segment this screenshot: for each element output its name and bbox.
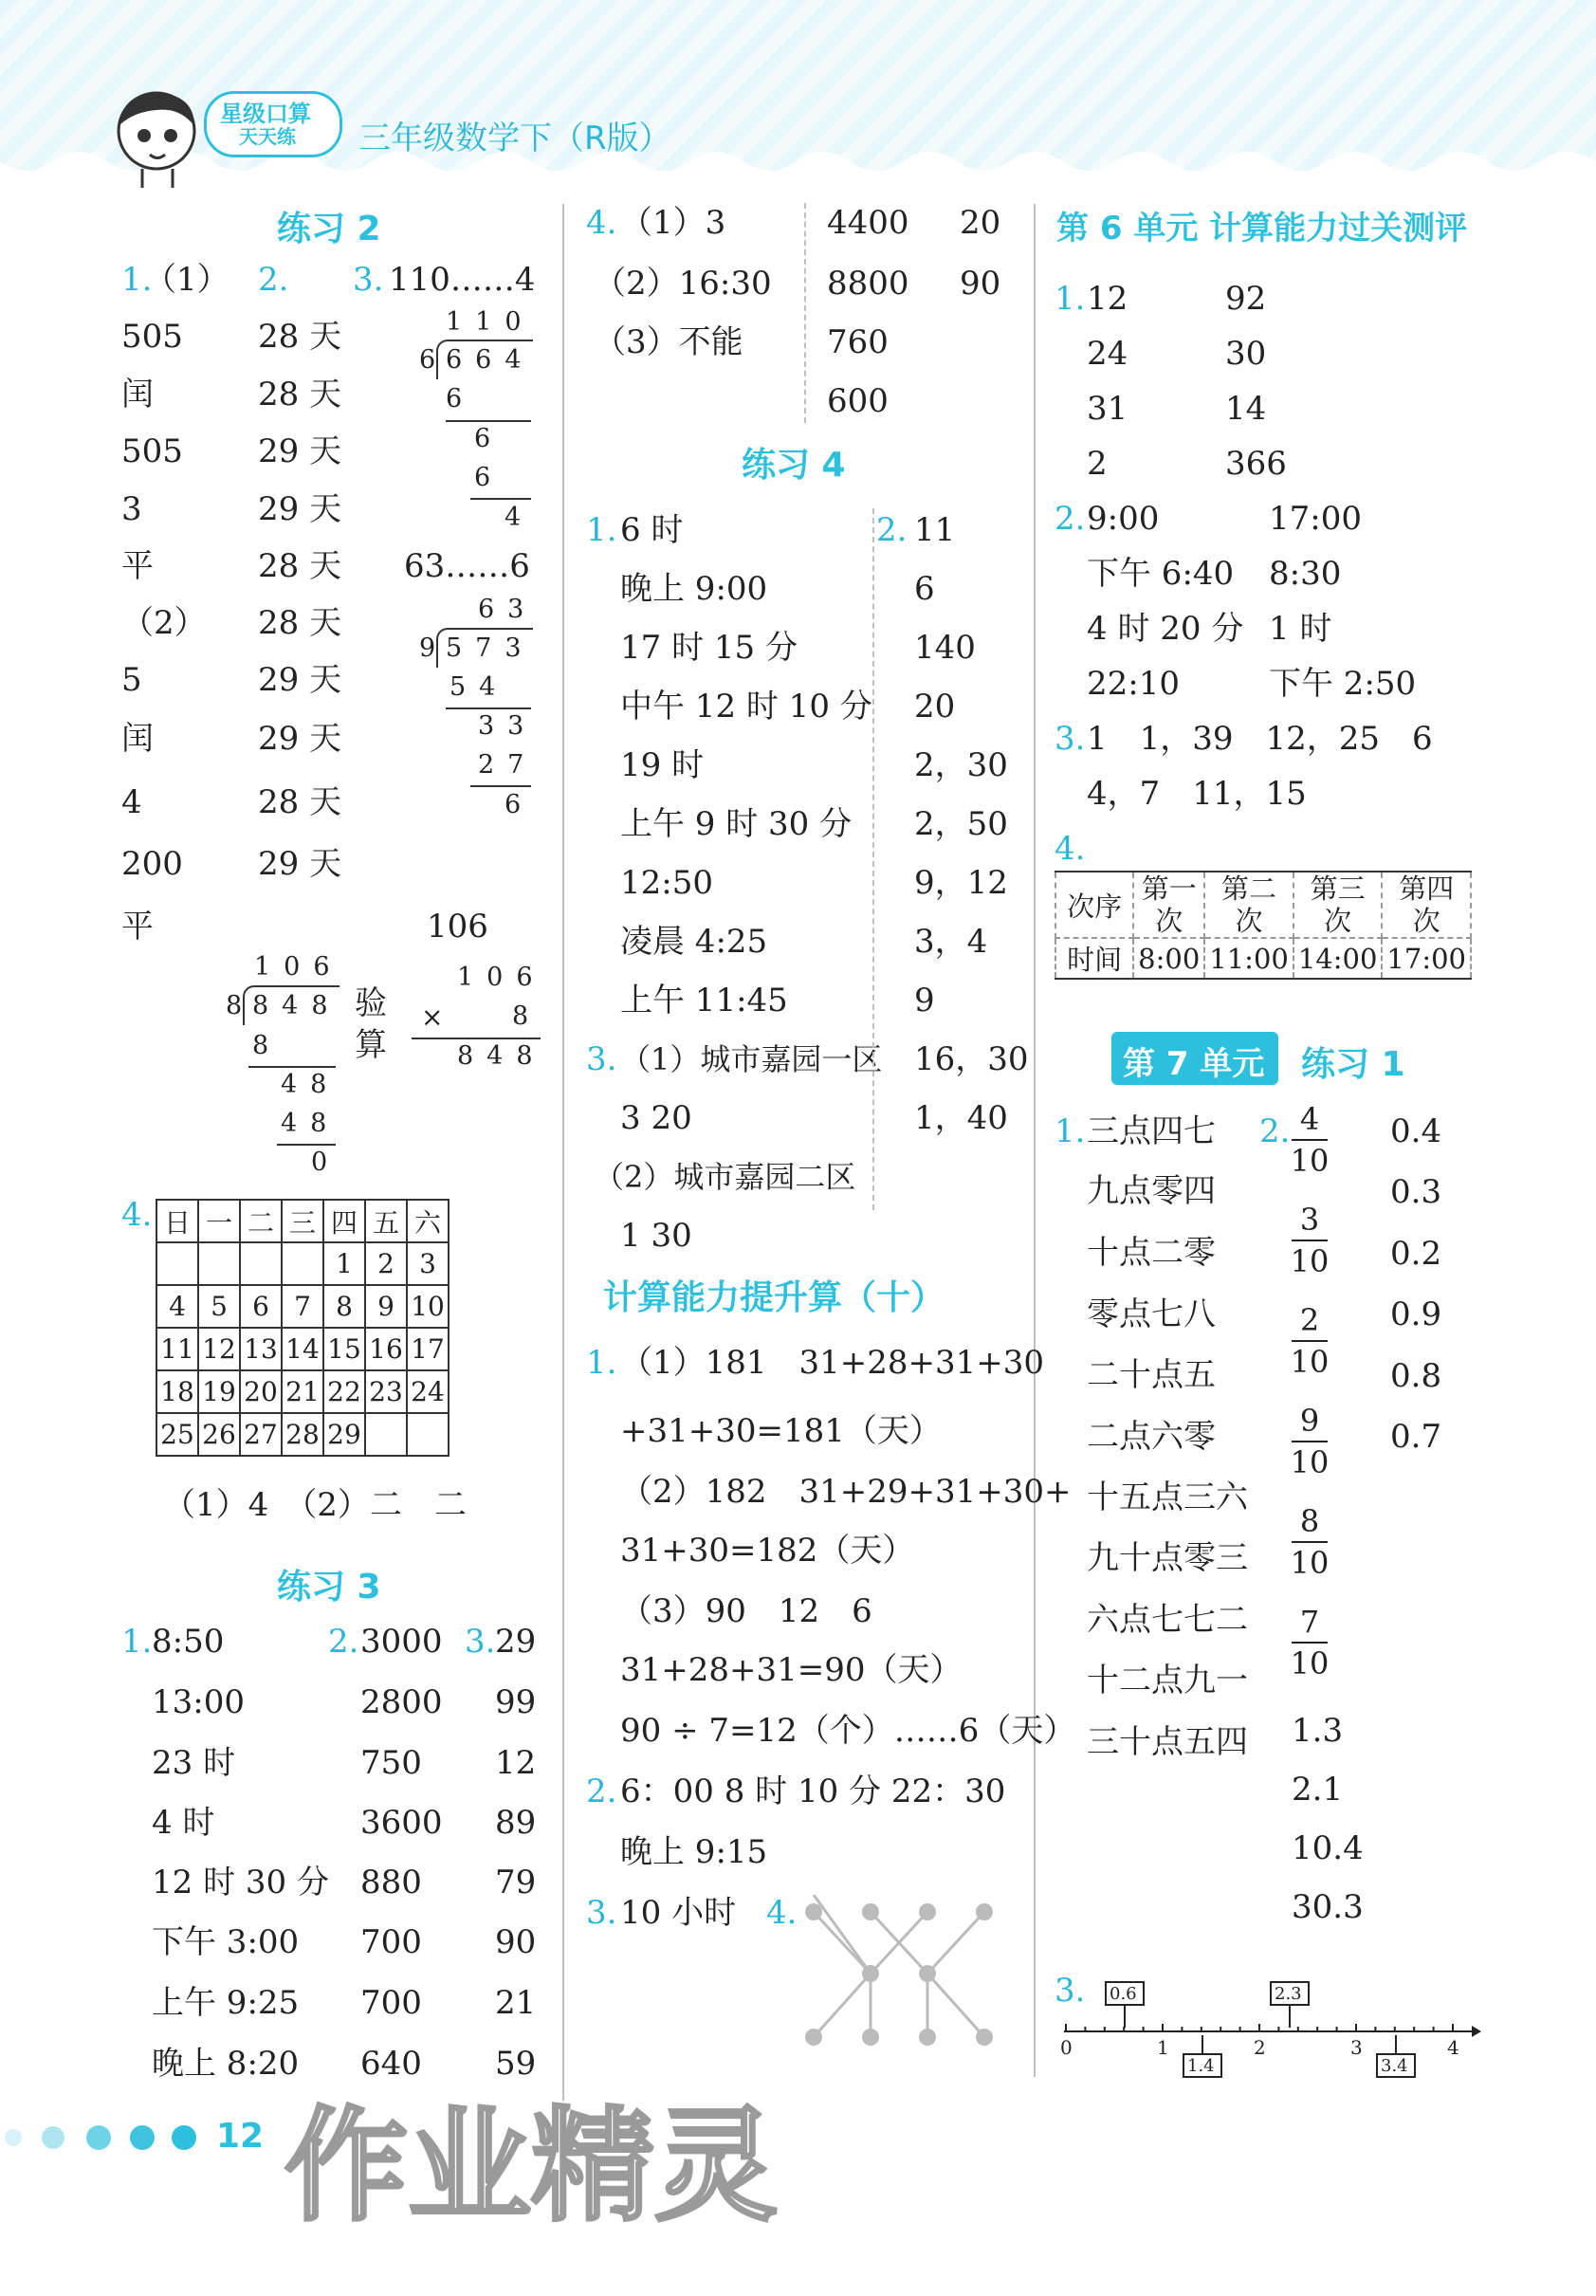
answer-cell: 21	[495, 1984, 537, 2022]
decimal-answer: 30.3	[1292, 1888, 1364, 1926]
number-line-value: 0.6	[1110, 1984, 1137, 2004]
q2-number: 2.	[328, 1623, 359, 1661]
answer-cell: 1，40	[914, 1099, 1008, 1137]
brand-subtitle: 天天练	[239, 125, 296, 148]
answer-cell: 29	[495, 1623, 537, 1661]
table-header	[1133, 872, 1204, 938]
division-line	[277, 1144, 336, 1146]
calendar-cell	[282, 1242, 323, 1285]
answer-cell: 760	[827, 323, 889, 361]
answer-cell: 880	[360, 1864, 422, 1901]
division-step: 48	[281, 1070, 340, 1099]
answer-line: 17 时 15 分	[620, 629, 798, 667]
answer-cell: 31	[1087, 390, 1128, 428]
answer-word: 九十点零三	[1087, 1539, 1248, 1577]
decimal-answer: 10.4	[1292, 1829, 1364, 1867]
q1-number: 1.	[1055, 280, 1086, 318]
calendar-head: 日	[156, 1200, 198, 1242]
calendar-head: 六	[407, 1200, 449, 1242]
q3-answer: 110……4	[389, 261, 536, 299]
answer-cell: 700	[360, 1984, 422, 2022]
fraction-numerator: 3	[1299, 1202, 1320, 1238]
fraction-numerator: 9	[1299, 1403, 1320, 1439]
answer-cell: 4400	[827, 204, 909, 242]
answer-cell: 29 天	[258, 490, 342, 528]
answer-cell: 8:30	[1269, 555, 1342, 593]
calendar-cell: 17	[407, 1328, 449, 1370]
answer-line: 上午 9 时 30 分	[620, 805, 853, 843]
answer-line: 3 20	[620, 1099, 692, 1137]
q2-number: 2.	[258, 261, 289, 299]
division-step: 6	[474, 424, 504, 453]
answer-cell: 3，4	[914, 923, 988, 961]
calendar-cell: 22	[323, 1370, 365, 1413]
table-row-label: 时间	[1055, 938, 1133, 979]
answer-word: 三十点五四	[1087, 1723, 1248, 1761]
multiply-result: 848	[457, 1041, 546, 1071]
calendar-cell: 24	[407, 1370, 449, 1413]
q4-number: 4.	[586, 204, 617, 242]
decimal-answer: 0.3	[1390, 1173, 1442, 1211]
answer-cell: 6	[914, 570, 935, 608]
calendar-cell: 13	[240, 1328, 282, 1370]
multiply-factor: 8	[512, 1001, 542, 1031]
answer-line: 中午 12 时 10 分	[620, 688, 872, 726]
answer-cell: 59	[495, 2045, 537, 2083]
q1-number: 1.	[121, 261, 153, 299]
answer-cell: 2	[1087, 445, 1108, 483]
answer-line: （2）16:30	[594, 265, 772, 303]
table-cell: 17:00	[1382, 938, 1471, 979]
decimal-answer: 0.9	[1390, 1295, 1442, 1333]
brand-name: 星级口算	[220, 101, 311, 127]
number-line-value: 3.4	[1381, 2056, 1408, 2076]
table-cell: 11:00	[1204, 938, 1293, 979]
table-header-line: 次	[1235, 905, 1263, 937]
decimal-answer: 0.2	[1390, 1235, 1442, 1273]
table-header	[1382, 872, 1471, 938]
table-header	[1204, 872, 1293, 938]
answer-line: 1 1，39 12，25 6	[1087, 720, 1433, 758]
answer-line: （3）90 12 6	[620, 1592, 872, 1630]
answer-word: 九点零四	[1087, 1172, 1216, 1210]
calendar-cell	[407, 1413, 449, 1456]
answer-cell: 闰	[121, 376, 154, 413]
header-wave	[0, 152, 1596, 190]
calendar-cell: 15	[323, 1328, 365, 1370]
mascot-icon	[104, 83, 209, 190]
answer-cell: 8:50	[152, 1623, 225, 1661]
calendar-cell: 29	[323, 1413, 365, 1456]
answer-cell: 30	[1225, 335, 1267, 373]
fraction	[1288, 1402, 1331, 1481]
answer-word: 零点七八	[1087, 1295, 1216, 1333]
answer-cell: 29 天	[258, 720, 342, 758]
table-header-line: 次	[1324, 905, 1352, 937]
answer-line: （1）181 31+28+31+30	[620, 1344, 1045, 1382]
answer-word: 三点四七	[1087, 1112, 1216, 1150]
answer-cell: 平	[121, 547, 154, 585]
answer-line: 6：00 8 时 10 分 22：30	[620, 1773, 1006, 1810]
page-number: 12	[216, 2117, 265, 2156]
division-remainder: 6	[504, 790, 535, 819]
answer-cell: 5	[121, 661, 142, 699]
answer-cell: 9	[914, 982, 935, 1019]
page-header-title: 三年级数学下（R版）	[358, 119, 671, 157]
division-divisor: 8	[226, 991, 256, 1020]
exercise-4-title: 练习 4	[742, 446, 846, 485]
answer-cell: 4 时 20 分	[1087, 610, 1244, 648]
watermark: 作业精灵	[284, 2094, 779, 2238]
answer-line: 31+30=182（天）	[620, 1532, 915, 1570]
answer-cell: 2，50	[914, 805, 1008, 843]
calendar-cell: 1	[323, 1242, 365, 1285]
fraction-denominator: 10	[1290, 1243, 1330, 1279]
division-dividend: 573	[446, 634, 535, 663]
column-divider-2	[1034, 204, 1036, 2077]
answer-cell: 140	[914, 629, 976, 667]
q1-number: 1.	[586, 511, 617, 549]
answer-line: 上午 11:45	[620, 982, 788, 1019]
footer-dots	[0, 2121, 199, 2158]
q3-number: 3.	[353, 261, 384, 299]
answer-cell: 12	[1087, 280, 1128, 318]
answer-cell: 20	[960, 204, 1001, 242]
calendar-cell: 19	[198, 1370, 240, 1413]
calendar-cell: 16	[365, 1328, 407, 1370]
multiply-top: 106	[457, 963, 546, 992]
fraction-numerator: 2	[1299, 1302, 1320, 1338]
calendar-head: 五	[365, 1200, 407, 1242]
dashed-divider	[804, 203, 806, 423]
unit-7-badge: 第 7 单元	[1123, 1045, 1265, 1083]
division-line	[446, 707, 531, 709]
q2-number: 2.	[1055, 500, 1086, 538]
answer-line: 4，7 11，15	[1087, 775, 1307, 813]
q4-answer: （1）4 （2）二 二	[163, 1486, 467, 1524]
answer-cell: 12 时 30 分	[152, 1864, 329, 1901]
calc-practice-title: 计算能力提升算（十）	[603, 1278, 945, 1317]
answer-cell: 24	[1087, 335, 1128, 373]
calendar-cell: 8	[323, 1285, 365, 1328]
table-header-line: 第一	[1141, 872, 1197, 905]
calendar-cell: 23	[365, 1370, 407, 1413]
division-step: 54	[449, 672, 509, 702]
fraction-numerator: 7	[1299, 1604, 1320, 1640]
unit-6-title: 第 6 单元 计算能力过关测评	[1056, 210, 1468, 248]
division-step: 6	[474, 463, 504, 492]
calendar-cell: 28	[282, 1413, 323, 1456]
answer-word: 十二点九一	[1087, 1662, 1248, 1699]
table-header-line: 次	[1412, 905, 1440, 937]
answer-cell: 29 天	[258, 432, 342, 470]
fraction-denominator: 10	[1290, 1143, 1330, 1179]
answer-line: （1）3	[620, 204, 726, 242]
calendar-cell: 4	[156, 1285, 198, 1328]
calendar-cell	[365, 1413, 407, 1456]
fraction	[1288, 1201, 1331, 1280]
table-cell: 8:00	[1133, 938, 1204, 979]
table-header: 次序	[1055, 872, 1133, 938]
decimal-answer: 0.8	[1390, 1357, 1442, 1395]
answer-cell: 600	[827, 382, 889, 420]
number-line-value: 2.3	[1275, 1984, 1302, 2004]
answer-cell: 13:00	[152, 1683, 245, 1721]
answer-cell: 14	[1225, 390, 1267, 428]
calendar-cell: 21	[282, 1370, 323, 1413]
answer-line: （3）不能	[594, 323, 743, 361]
answer-cell: 3	[121, 490, 142, 528]
division-quotient: 63	[478, 595, 538, 624]
q1-number: 1.	[586, 1344, 617, 1382]
calendar-cell: 12	[198, 1328, 240, 1370]
answer-line: （2）城市嘉园二区	[594, 1159, 856, 1195]
calendar-cell: 27	[240, 1413, 282, 1456]
q3-number: 3.	[586, 1040, 617, 1078]
answer-cell: 9:00	[1087, 500, 1160, 538]
table-header-line: 次	[1155, 905, 1183, 937]
exercise-3-title: 练习 3	[277, 1568, 381, 1607]
answer-line: 6 时	[620, 511, 684, 549]
answer-cell: 79	[495, 1864, 537, 1901]
answer-cell: 3600	[360, 1804, 443, 1842]
q2-number: 2.	[1259, 1112, 1291, 1150]
exercise-1-title: 练习 1	[1301, 1045, 1405, 1084]
answer-cell: 下午 6:40	[1087, 555, 1235, 593]
answer-cell: 28 天	[258, 376, 342, 413]
answer-cell: 700	[360, 1923, 422, 1961]
number-line-label: 1	[1157, 2036, 1169, 2059]
q4-number: 4.	[766, 1894, 798, 1932]
answer-line: （1）城市嘉园一区	[620, 1041, 883, 1077]
answer-cell: 2800	[360, 1683, 443, 1721]
division-step: 33	[478, 711, 538, 741]
number-line-label: 0	[1060, 2036, 1073, 2059]
answer-cell: 89	[495, 1804, 537, 1842]
answer-cell: 闰	[121, 720, 154, 758]
answer-cell: 505	[121, 432, 183, 470]
calendar-cell: 9	[365, 1285, 407, 1328]
answer-word: 六点七七二	[1087, 1601, 1248, 1639]
answer-cell: 28 天	[258, 604, 342, 642]
calendar-head: 一	[198, 1200, 240, 1242]
answer-cell: 28 天	[258, 547, 342, 585]
fraction-denominator: 10	[1290, 1344, 1330, 1380]
calendar-table	[156, 1199, 449, 1457]
fraction	[1288, 1301, 1331, 1381]
arrow-right-icon	[1472, 2026, 1481, 2037]
calendar-cell: 3	[407, 1242, 449, 1285]
decimal-answer: 2.1	[1292, 1771, 1344, 1809]
calendar-cell	[156, 1242, 198, 1285]
answer-cell: 1 时	[1269, 610, 1332, 648]
decimal-answer: 0.4	[1390, 1112, 1442, 1150]
q2-number: 2.	[876, 511, 908, 549]
fraction-numerator: 8	[1299, 1503, 1320, 1539]
calendar-cell: 6	[240, 1285, 282, 1328]
answer-word: 二十点五	[1087, 1356, 1216, 1394]
answer-cell: 99	[495, 1683, 537, 1721]
matching-diagram	[797, 1895, 1005, 2066]
number-line-label: 4	[1447, 2036, 1459, 2059]
answer-cell: 4	[121, 783, 142, 821]
answer-cell: 28 天	[258, 783, 342, 821]
division-dividend: 664	[446, 345, 535, 375]
table-header	[1293, 872, 1383, 938]
q2-number: 2.	[586, 1773, 617, 1810]
answer-word: 十五点三六	[1087, 1479, 1248, 1516]
exercise-2-title: 练习 2	[277, 210, 381, 248]
division-step: 8	[252, 1031, 283, 1060]
calendar-cell: 20	[240, 1370, 282, 1413]
division-quotient: 106	[254, 952, 343, 982]
division-remainder: 4	[504, 503, 535, 532]
answer-line: 31+28+31=90（天）	[620, 1651, 963, 1689]
fraction	[1288, 1100, 1331, 1180]
division-dividend: 848	[252, 991, 341, 1020]
answer-cell: 平	[121, 908, 154, 946]
answer-cell: 2，30	[914, 746, 1008, 784]
q4-number: 4.	[1055, 830, 1086, 868]
column-divider-1	[562, 204, 564, 2101]
calendar-cell: 10	[407, 1285, 449, 1328]
calendar-cell	[198, 1242, 240, 1285]
answer-cell: 22:10	[1087, 665, 1180, 703]
division-remainder: 0	[311, 1148, 341, 1177]
calendar-cell: 18	[156, 1370, 198, 1413]
dashed-divider	[872, 508, 874, 1210]
calendar-cell: 7	[282, 1285, 323, 1328]
answer-line: +31+30=181（天）	[620, 1412, 942, 1450]
answer-cell: 200	[121, 845, 183, 883]
answer-cell: 20	[914, 688, 956, 726]
fraction	[1288, 1502, 1331, 1582]
calendar-cell: 11	[156, 1328, 198, 1370]
decimal-answer: 0.7	[1390, 1418, 1442, 1456]
answer-cell: 90	[960, 265, 1001, 303]
answer-cell: （2）	[121, 604, 207, 642]
check-label: 验算	[355, 984, 387, 1064]
calendar-cell	[240, 1242, 282, 1285]
answer-cell: 640	[360, 2045, 422, 2083]
answer-cell: 下午 2:50	[1269, 665, 1417, 703]
number-line	[1055, 1978, 1481, 2079]
calendar-cell: 14	[282, 1328, 323, 1370]
answer-line: 19 时	[620, 746, 705, 784]
q4-number: 4.	[121, 1196, 153, 1234]
multiply-line	[412, 1038, 541, 1039]
answer-cell: 3000	[360, 1623, 443, 1661]
q3-third-answer: 106	[427, 908, 488, 946]
answer-cell: 下午 3:00	[152, 1923, 300, 1961]
q1-number: 1.	[121, 1623, 153, 1661]
answer-cell: 12	[495, 1744, 537, 1782]
division-step: 48	[281, 1109, 340, 1138]
answer-cell: 9，12	[914, 864, 1008, 902]
calendar-cell: 2	[365, 1242, 407, 1285]
division-step: 6	[446, 384, 476, 413]
division-quotient: 110	[446, 307, 535, 337]
answer-cell: 505	[121, 318, 183, 356]
answer-word: 十点二零	[1087, 1234, 1216, 1272]
fraction-denominator: 10	[1290, 1444, 1330, 1480]
time-table	[1055, 871, 1472, 980]
answer-cell: 29 天	[258, 845, 342, 883]
division-step: 27	[478, 750, 538, 780]
answer-cell: 4 时	[152, 1804, 215, 1842]
division-divisor: 6	[419, 345, 449, 375]
answer-cell: 8800	[827, 265, 909, 303]
answer-cell: 晚上 8:20	[152, 2045, 300, 2083]
q1-number: 1.	[1055, 1112, 1086, 1150]
division-line	[446, 420, 531, 422]
fraction-denominator: 10	[1290, 1645, 1330, 1681]
fraction-numerator: 4	[1299, 1101, 1320, 1137]
division-line	[470, 785, 531, 787]
q3-number: 3.	[1055, 1972, 1086, 2010]
calendar-cell: 25	[156, 1413, 198, 1456]
multiply-sign: ×	[421, 1001, 444, 1033]
calendar-head: 三	[282, 1200, 323, 1242]
decimal-answer: 1.3	[1292, 1712, 1344, 1750]
calendar-cell: 26	[198, 1413, 240, 1456]
answer-line: 晚上 9:00	[620, 570, 768, 608]
q1-part: （1）	[144, 261, 229, 299]
answer-line: 1 30	[620, 1217, 692, 1255]
answer-cell: 90	[495, 1923, 537, 1961]
q3-number: 3.	[586, 1894, 617, 1932]
answer-line: 90 ÷ 7=12（个）……6（天）	[620, 1712, 1076, 1750]
table-cell: 14:00	[1293, 938, 1383, 979]
answer-cell: 11	[914, 511, 956, 549]
table-header-line: 第二	[1221, 872, 1277, 905]
answer-line: （2）182 31+29+31+30+	[620, 1473, 1072, 1511]
answer-cell: 上午 9:25	[152, 1984, 300, 2022]
answer-cell: 23 时	[152, 1744, 236, 1782]
answer-line: 12:50	[620, 864, 713, 902]
number-line-label: 3	[1350, 2036, 1363, 2059]
answer-word: 二点六零	[1087, 1418, 1216, 1456]
fraction-denominator: 10	[1290, 1545, 1330, 1581]
number-line-label: 2	[1254, 2036, 1266, 2059]
answer-line: 晚上 9:15	[620, 1833, 768, 1871]
answer-cell: 16，30	[914, 1040, 1029, 1078]
calendar-head: 四	[323, 1200, 365, 1242]
answer-cell: 92	[1225, 280, 1267, 318]
calendar-head: 二	[240, 1200, 282, 1242]
answer-cell: 29 天	[258, 661, 342, 699]
fraction	[1288, 1603, 1331, 1682]
answer-line: 10 小时	[620, 1894, 737, 1932]
table-header-line: 第四	[1399, 872, 1455, 905]
division-line	[470, 498, 531, 500]
answer-cell: 366	[1225, 445, 1287, 483]
q3-second-answer: 63……6	[404, 547, 530, 585]
answer-cell: 28 天	[258, 318, 342, 356]
division-line	[248, 1066, 336, 1068]
calendar-cell: 5	[198, 1285, 240, 1328]
answer-cell: 17:00	[1269, 500, 1362, 538]
answer-line: 凌晨 4:25	[620, 923, 768, 961]
division-divisor: 9	[419, 634, 449, 663]
q3-number: 3.	[1055, 720, 1086, 758]
q3-number: 3.	[465, 1623, 496, 1661]
number-line-value: 1.4	[1187, 2056, 1215, 2076]
table-header-line: 第三	[1310, 872, 1366, 905]
answer-cell: 750	[360, 1744, 422, 1782]
